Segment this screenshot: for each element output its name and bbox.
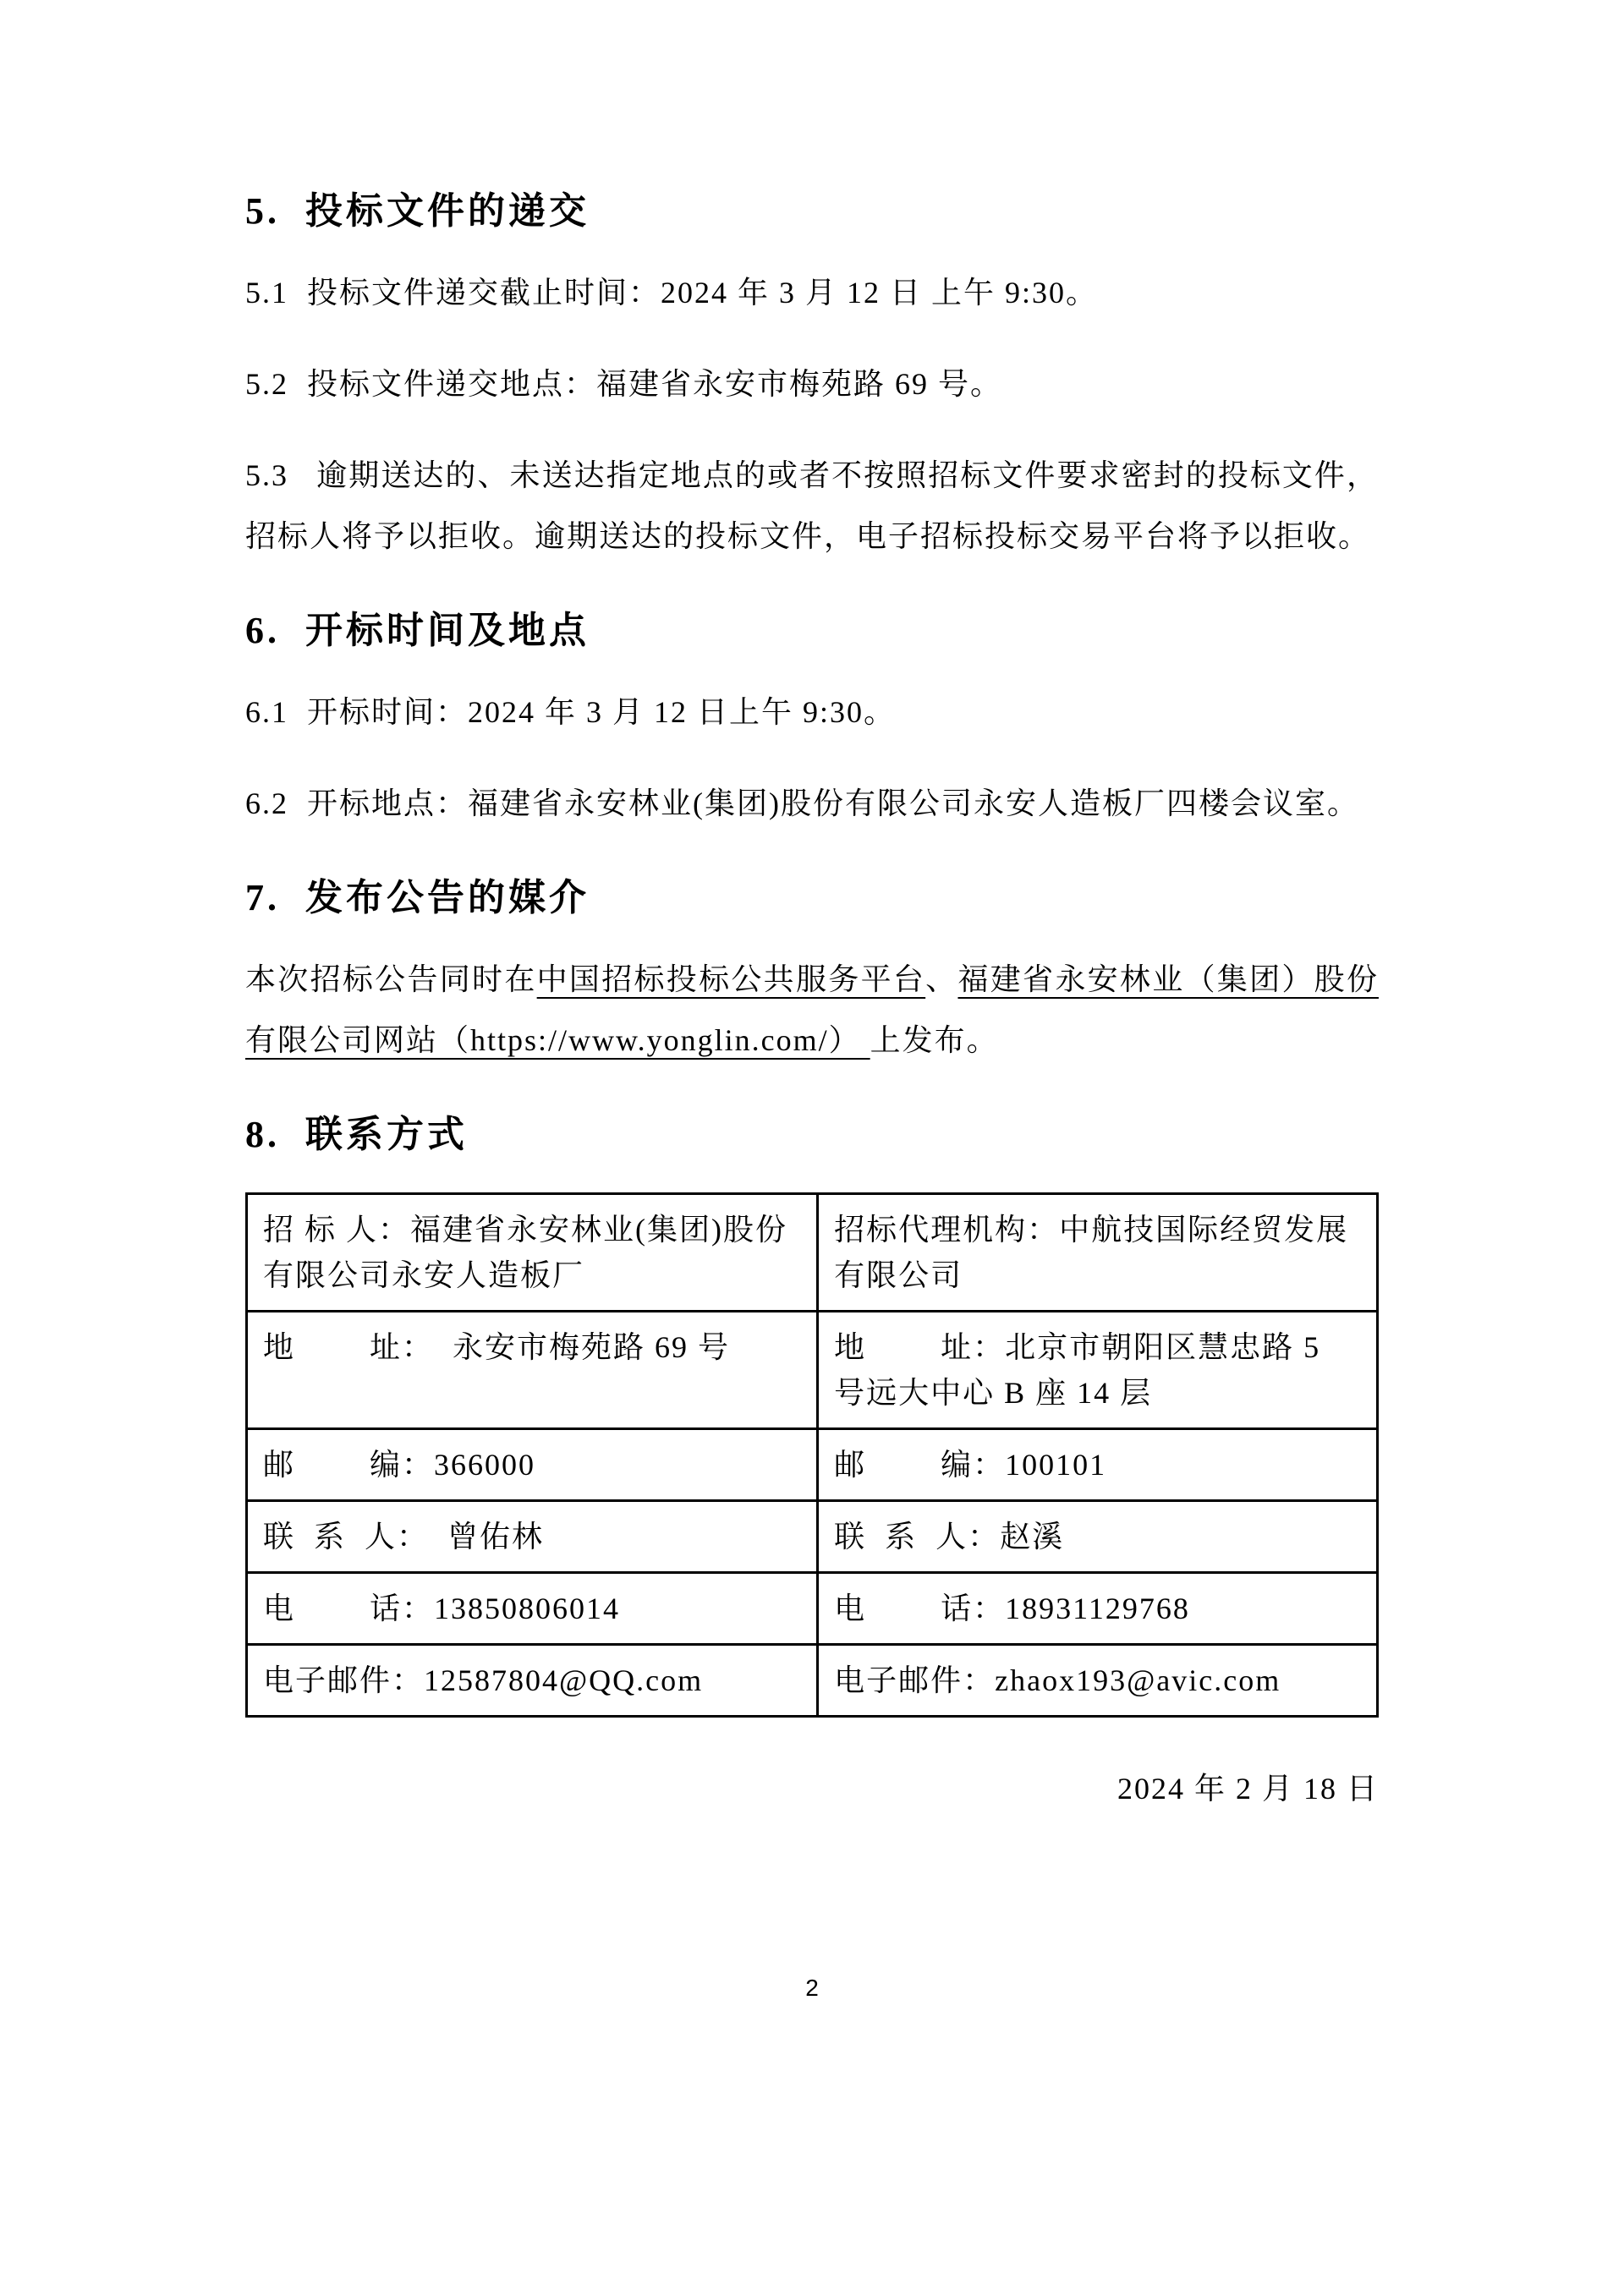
agency-phone-cell: 电 话：18931129768 — [818, 1573, 1378, 1645]
bidder-email-cell: 电子邮件：12587804@QQ.com — [247, 1645, 818, 1717]
media-text-suffix: 上发布。 — [870, 1023, 999, 1057]
clause-6-1: 6.1 开标时间：2024 年 3 月 12 日上午 9:30。 — [245, 695, 897, 729]
agency-postcode-cell: 邮 编：100101 — [818, 1429, 1378, 1501]
table-row-tenderer — [247, 1194, 1378, 1312]
agency-contact-cell: 联 系 人：赵溪 — [818, 1501, 1378, 1573]
agency-address-cell: 地 址：北京市朝阳区慧忠路 5 号远大中心 B 座 14 层 — [818, 1312, 1378, 1429]
clause-5-3: 5.3 逾期送达的、未送达指定地点的或者不按照招标文件要求密封的投标文件，招标人将予以拒收。逾期送达的投标文件，电子招标投标交易平台将予以拒收。 — [245, 458, 1379, 553]
agency-name-cell: 招标代理机构：中航技国际经贸发展有限公司 — [818, 1194, 1378, 1312]
media-separator: 、 — [925, 962, 958, 996]
bidder-name-cell: 招 标 人：福建省永安林业(集团)股份有限公司永安人造板厂 — [247, 1194, 818, 1312]
bidder-postcode-cell: 邮 编：366000 — [247, 1429, 818, 1501]
section-6-heading: 6. 开标时间及地点 — [245, 610, 590, 651]
media-text-prefix: 本次招标公告同时在 — [245, 962, 537, 996]
section-8-heading: 8. 联系方式 — [245, 1114, 468, 1155]
table-row-contact-person — [247, 1501, 1378, 1573]
media-paragraph — [245, 949, 1379, 1071]
table-row-phone — [247, 1573, 1378, 1645]
clause-5-1: 5.1 投标文件递交截止时间：2024 年 3 月 12 日 上午 9:30。 — [245, 276, 1099, 310]
platform-name-underlined: 中国招标投标公共服务平台 — [536, 962, 926, 996]
table-row-postcode — [247, 1429, 1378, 1501]
bidder-address-cell: 地 址： 永安市梅苑路 69 号 — [247, 1312, 818, 1429]
contact-table — [245, 1192, 1379, 1718]
clause-6-2: 6.2 开标地点：福建省永安林业(集团)股份有限公司永安人造板厂四楼会议室。 — [245, 786, 1359, 820]
agency-email-cell: 电子邮件：zhaox193@avic.com — [818, 1645, 1378, 1717]
company-website-underlined: 福建省永安林业（集团）股份有限公司网站（https://www.yonglin.com/） — [245, 962, 1379, 1057]
clause-5-2: 5.2 投标文件递交地点：福建省永安市梅苑路 69 号。 — [245, 367, 1003, 401]
table-row-address — [247, 1312, 1378, 1429]
bidder-contact-cell: 联 系 人： 曾佑林 — [247, 1501, 818, 1573]
document-date: 2024 年 2 月 18 日 — [1116, 1772, 1379, 1806]
section-5-heading: 5. 投标文件的递交 — [245, 190, 590, 232]
page-number: 2 — [805, 1975, 819, 2001]
table-row-email — [247, 1645, 1378, 1717]
section-7-heading: 7. 发布公告的媒介 — [245, 877, 590, 918]
bidder-phone-cell: 电 话：13850806014 — [247, 1573, 818, 1645]
